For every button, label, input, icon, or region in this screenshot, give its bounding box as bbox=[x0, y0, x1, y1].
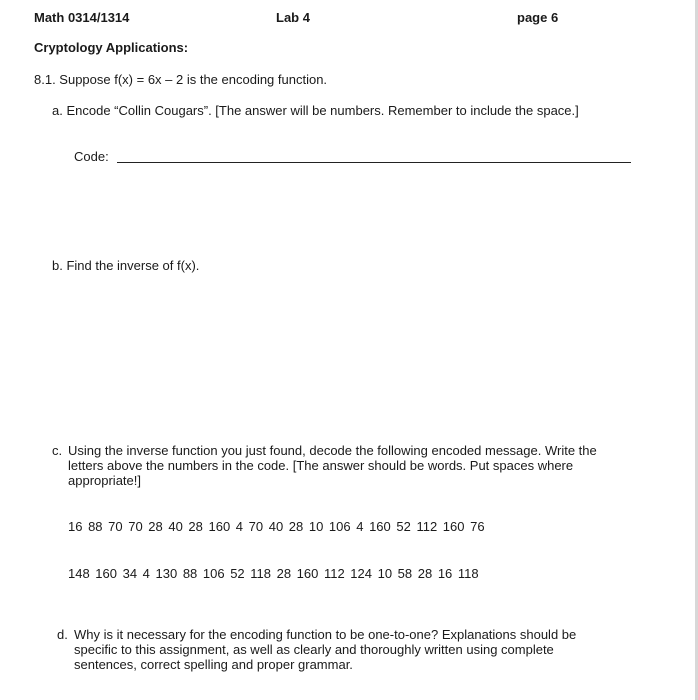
problem-intro: 8.1. Suppose f(x) = 6x – 2 is the encoding function. bbox=[34, 72, 328, 87]
encoded-message-line-1: 16 88 70 70 28 40 28 160 4 70 40 28 10 106 4 160 52 112 160 76 bbox=[68, 519, 485, 534]
part-c-prompt: Using the inverse function you just found, decode the following encoded message. Write the letters above the numbers in the code. [The answer should be words. Put spaces where appropriate!] bbox=[68, 443, 597, 488]
part-d-marker: d. bbox=[57, 627, 68, 642]
course-header: Math 0314/1314 bbox=[34, 10, 130, 25]
code-label: Code: bbox=[74, 149, 109, 164]
section-title: Cryptology Applications: bbox=[34, 40, 189, 55]
encoded-message-line-2: 148 160 34 4 130 88 106 52 118 28 160 112 124 10 58 28 16 118 bbox=[68, 566, 479, 581]
code-answer-line bbox=[117, 162, 631, 163]
part-a-prompt: a. Encode “Collin Cougars”. [The answer will be numbers. Remember to include the space.] bbox=[52, 103, 579, 118]
page-number: page 6 bbox=[517, 10, 559, 25]
part-d-prompt: Why is it necessary for the encoding function to be one-to-one? Explanations should be specific to this assignment, as well as clearly and thoroughly written using complete sentences, correct spelling and proper grammar. bbox=[74, 627, 577, 672]
part-c-marker: c. bbox=[52, 443, 63, 458]
lab-header: Lab 4 bbox=[276, 10, 310, 25]
part-b-prompt: b. Find the inverse of f(x). bbox=[52, 258, 200, 273]
